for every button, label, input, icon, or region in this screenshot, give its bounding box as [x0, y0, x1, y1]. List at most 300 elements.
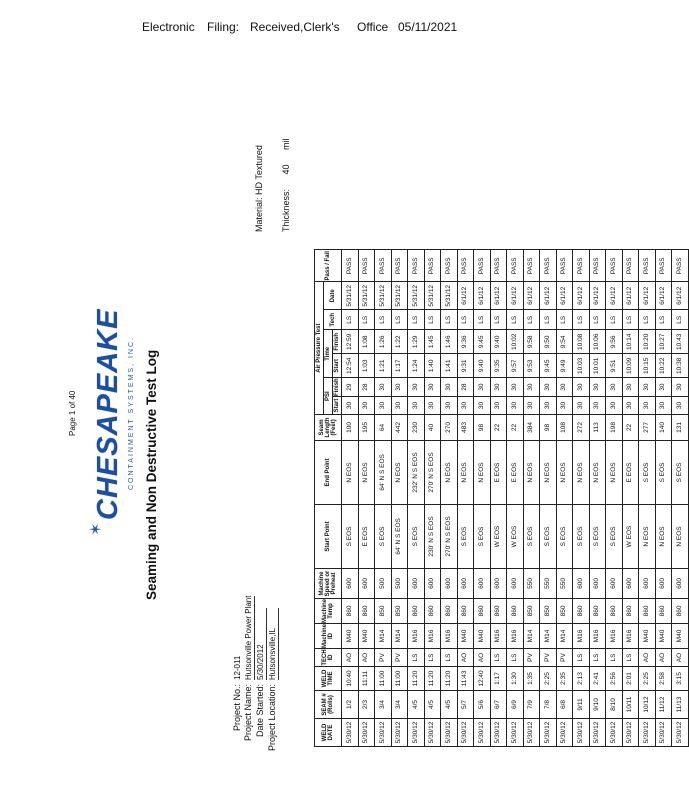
table-cell: N EOS [540, 440, 557, 504]
table-cell: LS [490, 310, 507, 330]
table-row [490, 250, 507, 747]
table-row [573, 250, 590, 747]
table-cell: 6/1/12 [474, 282, 491, 310]
table-cell: 5/30/12 [606, 719, 623, 747]
col-pass-fail: Pass / Fail [315, 250, 342, 282]
table-cell: N EOS [589, 440, 606, 504]
table-cell: PASS [375, 250, 392, 282]
table-cell: S EOS [556, 504, 573, 568]
table-row [408, 250, 425, 747]
table-cell: 600 [672, 568, 689, 598]
table-cell: 30 [622, 378, 639, 397]
table-cell: LS [639, 310, 656, 330]
table-cell: 10:08 [573, 330, 590, 354]
table-cell: AO [639, 649, 656, 667]
table-cell: 10:14 [622, 330, 639, 354]
table-cell: LS [457, 310, 474, 330]
table-cell: 108 [556, 414, 573, 440]
table-cell: 2:01 [622, 667, 639, 691]
table-cell: 30 [672, 378, 689, 397]
table-cell: 5/30/12 [622, 719, 639, 747]
table-cell: 1:26 [375, 330, 392, 354]
table-cell: 22 [622, 414, 639, 440]
table-cell: 30 [424, 396, 441, 414]
table-cell: 9:36 [457, 330, 474, 354]
thickness-unit: mil [281, 138, 291, 150]
table-cell: 5/30/12 [573, 719, 590, 747]
table-cell: E EOS [622, 440, 639, 504]
table-cell: PASS [622, 250, 639, 282]
table-cell: 5/30/12 [490, 719, 507, 747]
table-cell: 64' N S EOS [375, 440, 392, 504]
table-cell: 9:35 [490, 354, 507, 378]
table-cell: N EOS [358, 440, 375, 504]
seam-log-body [342, 250, 689, 747]
table-cell: N EOS [391, 440, 408, 504]
table-cell: M40 [358, 623, 375, 648]
table-cell: AO [672, 649, 689, 667]
table-cell: 1/2 [342, 691, 359, 719]
table-cell: M16 [573, 623, 590, 648]
table-cell: LS [408, 310, 425, 330]
table-cell: 270' N S EOS [424, 440, 441, 504]
table-row [655, 250, 672, 747]
col-weld-time: WELD TIME [315, 667, 342, 691]
table-cell: 3/4 [391, 691, 408, 719]
table-cell: 600 [457, 568, 474, 598]
table-cell: LS [573, 649, 590, 667]
table-cell: 7/8 [540, 691, 557, 719]
table-cell: N EOS [573, 440, 590, 504]
table-cell: 4/5 [408, 691, 425, 719]
table-cell: 30 [655, 396, 672, 414]
table-cell: LS [556, 310, 573, 330]
table-cell: 30 [342, 396, 359, 414]
table-cell: 5/30/12 [655, 719, 672, 747]
table-cell: M40 [672, 623, 689, 648]
table-cell: S EOS [672, 440, 689, 504]
table-row [606, 250, 623, 747]
project-location-row [267, 596, 279, 754]
table-cell: S EOS [573, 504, 590, 568]
table-cell: 30 [589, 396, 606, 414]
date-started-row [255, 596, 267, 754]
table-cell: 600 [655, 568, 672, 598]
table-cell: 600 [490, 568, 507, 598]
table-cell: N EOS [474, 440, 491, 504]
project-info [232, 596, 279, 754]
table-cell: N EOS [556, 440, 573, 504]
table-cell: N EOS [655, 504, 672, 568]
table-cell: 10:15 [639, 354, 656, 378]
filing-filing: Filing: [207, 20, 240, 34]
date-started-value: 5/30/2012 [255, 608, 267, 680]
filing-received: Received,Clerk's [250, 20, 340, 34]
table-cell: 5/31/12 [424, 282, 441, 310]
table-cell: 270 [441, 414, 458, 440]
table-cell: 30 [408, 378, 425, 397]
table-cell: 384 [523, 414, 540, 440]
table-cell: PV [391, 649, 408, 667]
table-cell: 30 [589, 378, 606, 397]
table-cell: 1:45 [424, 330, 441, 354]
table-cell: LS [507, 310, 524, 330]
table-cell: N EOS [639, 504, 656, 568]
table-cell: 5/6 [474, 691, 491, 719]
table-cell: 1:17 [490, 667, 507, 691]
table-cell: S EOS [639, 440, 656, 504]
table-cell: W EOS [490, 504, 507, 568]
table-cell: N EOS [342, 440, 359, 504]
table-cell: 6/8 [556, 691, 573, 719]
table-cell: PASS [474, 250, 491, 282]
project-no-label: Project No.: [232, 684, 242, 732]
table-cell: 30 [408, 396, 425, 414]
table-cell: 600 [622, 568, 639, 598]
table-cell: 1:17 [391, 354, 408, 378]
table-cell: 30 [639, 378, 656, 397]
table-cell: 442 [391, 414, 408, 440]
table-cell: 10/12 [639, 691, 656, 719]
table-cell: S EOS [523, 504, 540, 568]
col-tech: Tech [324, 310, 342, 330]
table-cell: LS [622, 649, 639, 667]
table-cell: 5/30/12 [342, 719, 359, 747]
table-cell: 30 [490, 396, 507, 414]
table-cell: 600 [441, 568, 458, 598]
table-cell: 11/13 [672, 691, 689, 719]
table-cell: 12:59 [342, 330, 359, 354]
table-cell: LS [573, 310, 590, 330]
table-cell: 6/1/12 [490, 282, 507, 310]
table-cell: LS [589, 310, 606, 330]
table-cell: 6/1/12 [589, 282, 606, 310]
project-name-row [243, 596, 255, 754]
table-cell: M16 [589, 623, 606, 648]
table-cell: S EOS [606, 504, 623, 568]
table-cell: 10:27 [655, 330, 672, 354]
table-cell: S EOS [655, 440, 672, 504]
table-cell: 10:40 [342, 667, 359, 691]
table-cell: PV [523, 649, 540, 667]
table-cell: AO [655, 649, 672, 667]
table-cell: 860 [408, 598, 425, 623]
table-cell: 9/11 [573, 691, 590, 719]
table-cell: 98 [540, 414, 557, 440]
table-cell: 10:38 [672, 354, 689, 378]
table-cell: 600 [342, 568, 359, 598]
table-cell: PASS [408, 250, 425, 282]
table-cell: 860 [457, 598, 474, 623]
material-label: Material: [254, 197, 264, 232]
table-cell: 5/31/12 [342, 282, 359, 310]
thickness-row [281, 138, 291, 232]
table-cell: 9:40 [474, 354, 491, 378]
table-cell: 30 [672, 396, 689, 414]
table-cell: 5/30/12 [672, 719, 689, 747]
thickness-value: 40 [281, 164, 291, 175]
col-machine-speed: Machine Speed or Preheat [315, 568, 342, 598]
table-cell: 600 [606, 568, 623, 598]
psi-header: PSI [324, 378, 333, 415]
table-cell: LS [672, 310, 689, 330]
table-cell: 860 [507, 598, 524, 623]
table-cell: 198 [606, 414, 623, 440]
table-row [424, 250, 441, 747]
material-value: HD Textured [254, 145, 264, 195]
table-cell: M16 [441, 623, 458, 648]
table-cell: 11:00 [375, 667, 392, 691]
table-cell: 860 [441, 598, 458, 623]
col-tech-id: TECH ID [315, 649, 342, 667]
table-row [672, 250, 689, 747]
page-number: Page 1 of 40 [68, 390, 77, 436]
table-cell: 30 [639, 396, 656, 414]
table-cell: 1:40 [424, 354, 441, 378]
filing-date: 05/11/2021 [398, 20, 458, 34]
table-cell: 140 [655, 414, 672, 440]
table-cell: W EOS [507, 504, 524, 568]
table-cell: 30 [474, 378, 491, 397]
table-cell: 5/30/12 [441, 719, 458, 747]
table-cell: LS [655, 310, 672, 330]
table-cell: 277 [639, 414, 656, 440]
col-seam-length: Seam Length (Feet) [315, 414, 342, 440]
table-cell: M14 [523, 623, 540, 648]
table-cell: 6/9 [507, 691, 524, 719]
table-cell: 10:43 [672, 330, 689, 354]
table-cell: 1:03 [358, 354, 375, 378]
table-cell: 230' N S EOS [424, 504, 441, 568]
table-row [441, 250, 458, 747]
table-cell: 30 [507, 396, 524, 414]
table-cell: LS [606, 310, 623, 330]
table-cell: 860 [573, 598, 590, 623]
company-logo [86, 308, 146, 540]
table-cell: 5/30/12 [507, 719, 524, 747]
table-cell: 850 [523, 598, 540, 623]
project-location-value: Hutsonsville,IL [267, 608, 279, 680]
table-cell: 1:35 [523, 667, 540, 691]
table-cell: M16 [490, 623, 507, 648]
table-cell: 1:22 [391, 330, 408, 354]
table-cell: 600 [358, 568, 375, 598]
table-cell: 600 [408, 568, 425, 598]
table-cell: 6/1/12 [573, 282, 590, 310]
table-cell: 64 [375, 414, 392, 440]
table-cell: 64' N S EOS [391, 504, 408, 568]
table-cell: LS [358, 310, 375, 330]
table-cell: 30 [556, 378, 573, 397]
material-row [254, 145, 264, 232]
table-cell: 860 [639, 598, 656, 623]
table-cell: 5/30/12 [424, 719, 441, 747]
table-cell: 5/31/12 [358, 282, 375, 310]
date-started-label: Date Started: [255, 684, 265, 738]
col-time-start: Start [333, 354, 342, 378]
table-cell: 500 [375, 568, 392, 598]
table-cell: 11:43 [457, 667, 474, 691]
table-cell: LS [540, 310, 557, 330]
table-row [556, 250, 573, 747]
table-cell: 9:51 [606, 354, 623, 378]
table-cell: LS [408, 649, 425, 667]
table-cell: LS [441, 649, 458, 667]
table-cell: 6/1/12 [457, 282, 474, 310]
table-cell: 11:00 [391, 667, 408, 691]
table-cell: 11:20 [441, 667, 458, 691]
table-cell: S EOS [375, 504, 392, 568]
table-cell: 5/30/12 [540, 719, 557, 747]
table-cell: 11:11 [358, 667, 375, 691]
table-cell: 30 [457, 396, 474, 414]
time-header: Time [324, 330, 333, 378]
table-cell: 9/10 [589, 691, 606, 719]
table-cell: PASS [540, 250, 557, 282]
table-cell: 30 [375, 378, 392, 397]
col-psi-finish: Finish [334, 378, 340, 396]
table-cell: 40 [424, 414, 441, 440]
table-cell: 600 [639, 568, 656, 598]
table-cell: 850 [391, 598, 408, 623]
table-cell: 600 [573, 568, 590, 598]
col-weld-date: WELD DATE [315, 719, 342, 747]
project-no-row [232, 596, 243, 754]
col-end-point: End Point [315, 440, 342, 504]
table-cell: E EOS [507, 440, 524, 504]
spark-icon: ✶ [88, 522, 105, 536]
table-cell: 850 [556, 598, 573, 623]
table-cell: 30 [606, 396, 623, 414]
table-cell: 30 [441, 378, 458, 397]
table-cell: M16 [606, 623, 623, 648]
col-date: Date [324, 282, 342, 310]
table-cell: 9:53 [523, 354, 540, 378]
table-cell: 30 [441, 396, 458, 414]
col-time-finish: Finish [333, 330, 342, 354]
table-row [639, 250, 656, 747]
table-cell: 550 [523, 568, 540, 598]
seam-log-table [314, 249, 689, 747]
table-cell: PASS [457, 250, 474, 282]
table-cell: 2:56 [606, 667, 623, 691]
table-cell: 9:31 [457, 354, 474, 378]
table-cell: 860 [474, 598, 491, 623]
logo-subtitle: CONTAINMENT SYSTEMS, INC. [128, 336, 135, 490]
table-cell: PASS [490, 250, 507, 282]
table-cell: 4/5 [424, 691, 441, 719]
table-cell: 10:03 [573, 354, 590, 378]
col-seam: SEAM # (Rolls) [315, 691, 342, 719]
table-cell: 8/10 [606, 691, 623, 719]
table-cell: LS [589, 649, 606, 667]
table-cell: 2:25 [639, 667, 656, 691]
table-cell: 9:50 [540, 330, 557, 354]
filing-office: Office [357, 20, 389, 34]
table-cell: AO [358, 649, 375, 667]
project-name-value: Hutsonville Power Plant [244, 595, 253, 680]
table-cell: 30 [391, 396, 408, 414]
table-cell: 30 [556, 396, 573, 414]
table-cell: 30 [507, 378, 524, 397]
table-cell: M16 [507, 623, 524, 648]
table-row [342, 250, 359, 747]
table-cell: AO [342, 649, 359, 667]
table-cell: 30 [573, 378, 590, 397]
table-cell: 1:29 [408, 330, 425, 354]
table-cell: 28 [358, 378, 375, 397]
table-cell: 3:15 [672, 667, 689, 691]
table-cell: 195 [358, 414, 375, 440]
table-cell: M40 [457, 623, 474, 648]
table-cell: 5/30/12 [589, 719, 606, 747]
table-cell: 5/30/12 [523, 719, 540, 747]
table-cell: 6/1/12 [622, 282, 639, 310]
table-cell: LS [342, 310, 359, 330]
table-cell: 9:54 [556, 330, 573, 354]
filing-electronic: Electronic [142, 20, 195, 34]
table-cell: PASS [342, 250, 359, 282]
table-cell: M16 [408, 623, 425, 648]
table-cell: 850 [375, 598, 392, 623]
table-cell: 860 [490, 598, 507, 623]
table-cell: 5/30/12 [457, 719, 474, 747]
table-row [507, 250, 524, 747]
table-cell: 1:08 [358, 330, 375, 354]
table-cell: PASS [391, 250, 408, 282]
table-cell: 6/1/12 [639, 282, 656, 310]
table-cell: 30 [540, 396, 557, 414]
table-cell: 9:57 [507, 354, 524, 378]
table-cell: 10:09 [622, 354, 639, 378]
table-cell: 2/3 [358, 691, 375, 719]
col-machine-temp: Machine Temp [315, 598, 342, 623]
table-row [375, 250, 392, 747]
table-cell: 10:02 [507, 330, 524, 354]
project-name-label: Project Name: [243, 684, 253, 742]
table-cell: PASS [507, 250, 524, 282]
table-cell: 30 [375, 396, 392, 414]
air-pressure-test-header: Air Pressure Test [315, 282, 324, 415]
table-cell: W EOS [622, 504, 639, 568]
table-cell: PASS [523, 250, 540, 282]
table-cell: 11:20 [408, 667, 425, 691]
table-cell: 860 [655, 598, 672, 623]
table-cell: M40 [655, 623, 672, 648]
table-cell: 22 [507, 414, 524, 440]
table-cell: AO [457, 649, 474, 667]
table-cell: 5/30/12 [408, 719, 425, 747]
table-cell: PASS [655, 250, 672, 282]
table-cell: PV [556, 649, 573, 667]
table-cell: 2:35 [556, 667, 573, 691]
table-cell: LS [391, 310, 408, 330]
table-cell: 230 [408, 414, 425, 440]
table-cell: 6/1/12 [540, 282, 557, 310]
table-cell: 11/12 [655, 691, 672, 719]
table-cell: PASS [639, 250, 656, 282]
table-cell: S EOS [540, 504, 557, 568]
table-cell: 6/1/12 [556, 282, 573, 310]
table-cell: 600 [589, 568, 606, 598]
table-cell: LS [523, 310, 540, 330]
table-row [523, 250, 540, 747]
col-start-point: Start Point [315, 504, 342, 568]
project-location-label: Project Location: [267, 684, 277, 752]
table-cell: 30 [655, 378, 672, 397]
table-cell: 1:30 [507, 667, 524, 691]
table-cell: PASS [556, 250, 573, 282]
